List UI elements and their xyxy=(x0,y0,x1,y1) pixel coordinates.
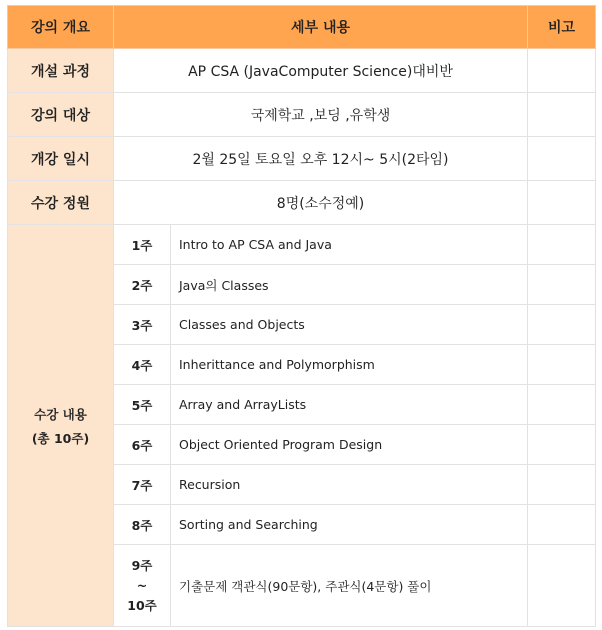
row-label: 개설 과정 xyxy=(8,49,114,93)
week-topic: Object Oriented Program Design xyxy=(171,425,528,465)
week-topic: 기출문제 객관식(90문항), 주관식(4문항) 풀이 xyxy=(171,545,528,627)
table-row xyxy=(8,93,596,137)
curriculum-label-line: (총 10주) xyxy=(31,430,90,446)
week-range-sep: ~ xyxy=(136,577,148,593)
week-number: 8주 xyxy=(114,505,171,545)
week-topic: Array and ArrayLists xyxy=(171,385,528,425)
note-cell xyxy=(528,345,596,385)
row-label: 수강 정원 xyxy=(8,181,114,225)
week-number: 1주 xyxy=(114,225,171,265)
header-notes: 비고 xyxy=(528,6,596,49)
week-topic: Classes and Objects xyxy=(171,305,528,345)
table-row xyxy=(8,137,596,181)
header-row xyxy=(8,6,596,49)
week-row xyxy=(8,225,596,265)
week-topic: Recursion xyxy=(171,465,528,505)
header-details: 세부 내용 xyxy=(114,6,528,49)
table-row xyxy=(8,181,596,225)
note-cell xyxy=(528,425,596,465)
week-end: 10주 xyxy=(127,597,157,613)
note-cell xyxy=(528,93,596,137)
curriculum-label xyxy=(8,225,114,627)
week-number xyxy=(114,545,171,627)
note-cell xyxy=(528,225,596,265)
week-topic: Intro to AP CSA and Java xyxy=(171,225,528,265)
table-row xyxy=(8,49,596,93)
week-number: 5주 xyxy=(114,385,171,425)
week-number: 6주 xyxy=(114,425,171,465)
week-number: 4주 xyxy=(114,345,171,385)
week-start: 9주 xyxy=(131,557,153,573)
note-cell xyxy=(528,305,596,345)
week-topic: Java의 Classes xyxy=(171,265,528,305)
header-overview: 강의 개요 xyxy=(8,6,114,49)
note-cell xyxy=(528,505,596,545)
week-number: 2주 xyxy=(114,265,171,305)
row-value: 2월 25일 토요일 오후 12시~ 5시(2타임) xyxy=(114,137,528,181)
week-number: 7주 xyxy=(114,465,171,505)
course-table xyxy=(7,5,596,627)
note-cell xyxy=(528,385,596,425)
note-cell xyxy=(528,465,596,505)
row-value: 8명(소수정예) xyxy=(114,181,528,225)
row-label: 강의 대상 xyxy=(8,93,114,137)
note-cell xyxy=(528,545,596,627)
note-cell xyxy=(528,265,596,305)
week-topic: Sorting and Searching xyxy=(171,505,528,545)
week-number: 3주 xyxy=(114,305,171,345)
curriculum-label-line: 수강 내용 xyxy=(34,406,87,422)
row-value: 국제학교 ,보딩 ,유학생 xyxy=(114,93,528,137)
note-cell xyxy=(528,181,596,225)
row-label: 개강 일시 xyxy=(8,137,114,181)
note-cell xyxy=(528,49,596,93)
week-topic: Inherittance and Polymorphism xyxy=(171,345,528,385)
note-cell xyxy=(528,137,596,181)
row-value: AP CSA (JavaComputer Science)대비반 xyxy=(114,49,528,93)
